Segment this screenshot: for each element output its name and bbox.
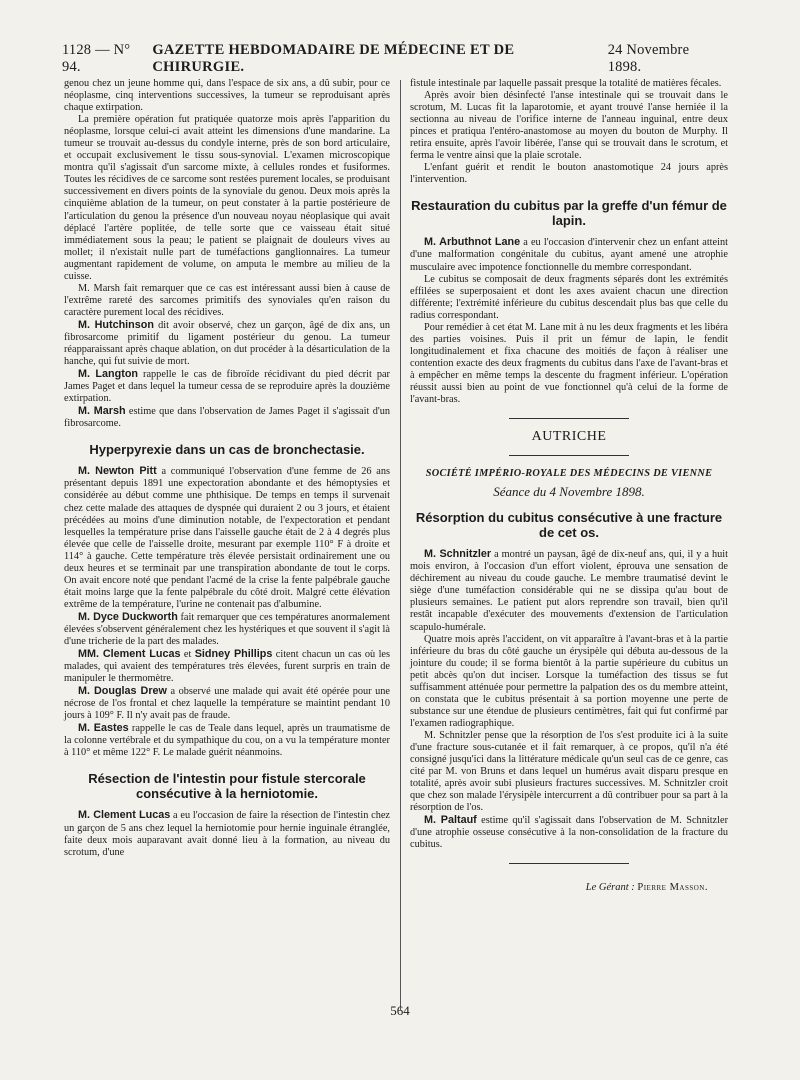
speaker-name: M. Hutchinson: [78, 318, 154, 331]
paragraph-text: a eu l'occasion d'intervenir chez un enfant atteint d'une malformation congénitale du cubitus, ayant amené une atrophie musculaire avec impotence fonctionnelle du membre correspondant.: [410, 237, 728, 273]
signature-label: Le Gérant :: [585, 882, 638, 894]
paragraph-text: estime que dans l'observation de James Paget il s'agissait d'un fibrosarcome.: [64, 406, 390, 430]
society-heading: SOCIÉTÉ IMPÉRIO-ROYALE DES MÉDECINS DE VIENNE: [425, 468, 713, 480]
paragraph-text: a eu l'occasion de faire la résection de l'intestin chez un garçon de 5 ans chez lequel la herniotomie pour hernie inguinale étranglée, faite deux mois auparavant avait donné lieu à la formation, au niveau du scrotum, d'une: [64, 810, 391, 858]
speaker-name: M. Marsh: [78, 405, 126, 418]
section-heading: Résection de l'intestin pour fistule stercorale consécutive à la herniotomie.: [88, 771, 366, 802]
paragraph: [64, 405, 390, 430]
right-column: [410, 78, 728, 894]
paragraph-text: a communiqué l'observation d'une femme de 26 ans présentant depuis 1891 une expectoration abondante et des hémoptysies et considérée au début comme une phthisique. De temps en temps il survenait chez cette malade des attaques de dyspnée qui duraient 2 ou 3 jours, et étaient précédées au moins d'une diminution notable, de l'expectoration et pendant lesquelles la température prise dans l'aisselle gauche était de 2 à 4 degrés plus élevée que celle de l'aisselle droite, mesurant par exemple 110° F à droite et 114° à gauche. Cette température très élevée persistait ordinairement une ou deux heures et se terminait par une transpiration abondante de tout le corps. On avait encore noté que pendant l'acmé de la crise la fente palpébrale gauche était moins large que la fente palpébrale du côté droit. Malgré cette élévation extrême de la température, l'urine ne contenait pas d'albumine.: [64, 466, 390, 610]
column-divider: [400, 80, 401, 1010]
paragraph: [410, 548, 728, 633]
section-heading: Hyperpyrexie dans un cas de bronchectasie.: [89, 442, 365, 458]
paragraph-text: dit avoir observé, chez un garçon, âgé de dix ans, un fibrosarcome primitif du ligament postérieur du genou. La tumeur réapparaissant après chaque ablation, on dut procéder à la désarticulation de la hanche, qui fut suivie de mort.: [64, 319, 390, 368]
footer-page-number: 564: [390, 1003, 410, 1018]
paragraph: genou chez un jeune homme qui, dans l'espace de six ans, a dû subir, pour ce néoplasme, cinq interventions successives, la tumeur se reproduisant après chaque extirpation.: [64, 78, 390, 114]
paragraph: M. Schnitzler pense que la résorption de l'os s'est produite ici à la suite d'une fracture sous-cutanée et il fait remarquer, à ce propos, qu'il n'a été consigné jusqu'ici dans la littérature médicale qu'un seul cas de ce genre, cas cité par M. von Bruns et dans lequel un humérus avait disparu presque en totalité, après avoir subi plusieurs fractures successives. M. Schnitzler croit que chez son malade l'érysipèle intercurrent a dû contribuer pour sa part à la résorption de l'os.: [410, 729, 728, 814]
speaker-name: M. Schnitzler: [424, 548, 492, 561]
paragraph: Le cubitus se composait de deux fragments séparés dont les extrémités effilées se superposaient et dont les axes avaient chacun une direction différente; l'extrémité inférieure du cubitus descendait plus bas que celle du radius correspondant.: [410, 273, 728, 321]
section-divider: [509, 863, 629, 864]
paragraph-text: estime qu'il s'agissait dans l'observation de M. Schnitzler d'une atrophie osseuse consécutive à la non-consolidation de la fracture du cubitus.: [410, 815, 728, 851]
speaker-name: M. Clement Lucas: [78, 809, 171, 822]
speaker-name: MM. Clement Lucas: [78, 648, 181, 661]
paragraph: [64, 368, 390, 405]
paragraph: [64, 611, 390, 648]
header-page-number: 1128 — N° 94.: [62, 42, 131, 75]
paragraph-text: rappelle le cas de fibroïde récidivant du pied décrit par James Paget et dans lequel la tumeur cessa de se reproduire après la douzième extirpation.: [64, 369, 390, 405]
running-header: [62, 42, 726, 76]
paragraph-text: a montré un paysan, âgé de dix-neuf ans, qui, il y a huit mois environ, à l'occasion d'un effort violent, éprouva une sensation de déchirement au niveau du coude gauche. Le membre traumatisé devint le siège d'une tuméfaction considérable qui ne se dissipa qu'au bout de plusieurs semaines. Le patient put alors reprendre son travail, bien qu'il restât incapable d'exécuter des mouvements d'extension de l'articulation scapulo-humérale.: [410, 549, 728, 633]
paragraph: [64, 319, 390, 368]
signature-name: Pierre Masson.: [637, 882, 708, 894]
paragraph: La première opération fut pratiquée quatorze mois après l'apparition du néoplasme, lorsque celui-ci avait atteint les dimensions d'une mandarine. La tumeur se trouvait au-dessus du condyle interne, près de son bord articulaire, et occupait exclusivement le tissu sous-synovial. L'examen microscopique montra qu'il s'agissait d'un sarcome mixte, à cellules rondes et fusiformes. Toutes les récidives de ce sarcome sont restées purement locales, se produisant successivement en divers points de la synoviale du genou. Deux mois après la cinquième ablation de la tumeur, on peut constater à la partie postérieure de l'articulation du genou la présence d'un nouveau noyau néoplasique qui avait déplacé l'artère poplitée, de telle sorte que ce vaisseau était situé immédiatement sous la peau; le patient se plaignait de douleurs vives au mollet; il n'existait nulle part de tuméfactions ganglionnaires. La tumeur augmentant rapidement de volume, on amputa le membre au milieu de la cuisse.: [64, 114, 390, 282]
speaker-name: M. Dyce Duckworth: [78, 610, 178, 623]
paragraph: fistule intestinale par laquelle passait presque la totalité de matières fécales.: [410, 78, 722, 89]
speaker-name: Sidney Phillips: [194, 648, 273, 661]
section-heading: Restauration du cubitus par la greffe d'un fémur de lapin.: [411, 198, 727, 229]
paragraph: Après avoir bien désinfecté l'anse intestinale qui se trouvait dans le scrotum, M. Lucas fit la laparotomie, et ayant trouvé l'anse herniée il la sectionna au niveau de l'orifice interne de l'anneau inguinal, entre deux pinces et pratiqua l'entéro-anastomose au moyen du bouton de Murphy. Il retira ensuite, après l'avoir libérée, l'anse qui se trouvait dans le scrotum, et ferma le ventre ainsi que la plaie scrotale.: [410, 90, 728, 162]
speaker-name: M. Langton: [78, 368, 139, 381]
paragraph-text: rappelle le cas de Teale dans lequel, après un traumatisme de la colonne vertébrale et du sympathique du cou, on a vu la température monter à 110° et même 122° F. Le malade guérit néanmoins.: [64, 723, 390, 759]
paragraph: M. Marsh fait remarquer que ce cas est intéressant aussi bien à cause de l'extrême rareté des sarcomes primitifs des synoviales qu'en raison du caractère purement local des récidives.: [64, 282, 390, 318]
speaker-name: M. Douglas Drew: [78, 685, 167, 698]
paragraph: [64, 809, 390, 858]
paragraph-text: et: [180, 649, 195, 661]
country-heading: AUTRICHE: [531, 429, 607, 445]
paragraph: [64, 685, 390, 722]
left-column: [64, 78, 390, 859]
paragraph: [64, 648, 390, 685]
paragraph: [410, 236, 728, 273]
paragraph: Quatre mois après l'accident, on vit apparaître à l'avant-bras et à la partie inférieure du bras du côté gauche un érysipèle qui débuta au-dessous de la jointure du coude; il se forma bientôt à la partie supérieure du cubitus un petit abcès qu'on dut inciser. Lorsque la tuméfaction des tissus se fut suffisamment atténuée pour permettre la palpation des os du membre atteint, on constata que le cubitus présentait à sa portion moyenne une perte de substance sur une étendue de plusieurs centimètres, fait qui fut confirmé par l'examen radiographique.: [410, 633, 728, 729]
speaker-name: M. Eastes: [78, 722, 129, 735]
paragraph-text: a observé une malade qui avait été opérée pour une nécrose de l'os frontal et chez laquelle la température se maintint pendant 10 jours à 109° F. Il n'y avait pas de fraude.: [64, 686, 390, 722]
signature: [410, 882, 728, 894]
section-heading: Résorption du cubitus consécutive à une fracture de cet os.: [415, 510, 723, 541]
paragraph: [410, 814, 728, 851]
speaker-name: M. Newton Pitt: [78, 465, 157, 478]
session-date: Séance du 4 Novembre 1898.: [493, 484, 645, 500]
paragraph: [64, 465, 390, 611]
speaker-name: M. Arbuthnot Lane: [424, 236, 521, 249]
header-date: 24 Novembre 1898.: [607, 42, 690, 75]
paragraph: Pour remédier à cet état M. Lane mit à nu les deux fragments et les libéra des parties voisines. Puis il prit un fémur de lapin, le fendit longitudinalement et fixa chacune des moitiés de façon à réaliser une contention exacte des deux fragments du cubitus dans l'axe de l'avant-bras et à empêcher en même temps la descente du fragment inférieur. L'opération réussit aussi bien au point de vue fonctionnel qu'à celui de la forme de l'avant-bras.: [410, 321, 728, 406]
section-divider: [509, 455, 629, 456]
speaker-name: M. Paltauf: [424, 814, 477, 827]
paragraph: [64, 722, 390, 759]
paragraph-text: citent chacun un cas où les malades, qui avaient des températures très élevées, furent surpris en train de manipuler le thermomètre.: [64, 649, 391, 685]
paragraph: L'enfant guérit et rendit le bouton anastomotique 24 jours après l'intervention.: [410, 162, 728, 186]
paragraph-text: fait remarquer que ces températures anormalement élevées s'observent généralement chez les hystériques et que souvent il s'agit là d'une tricherie de la part des malades.: [64, 611, 390, 648]
section-divider: [509, 418, 629, 419]
journal-title: GAZETTE HEBDOMADAIRE DE MÉDECINE ET DE CHIRURGIE.: [152, 42, 515, 75]
